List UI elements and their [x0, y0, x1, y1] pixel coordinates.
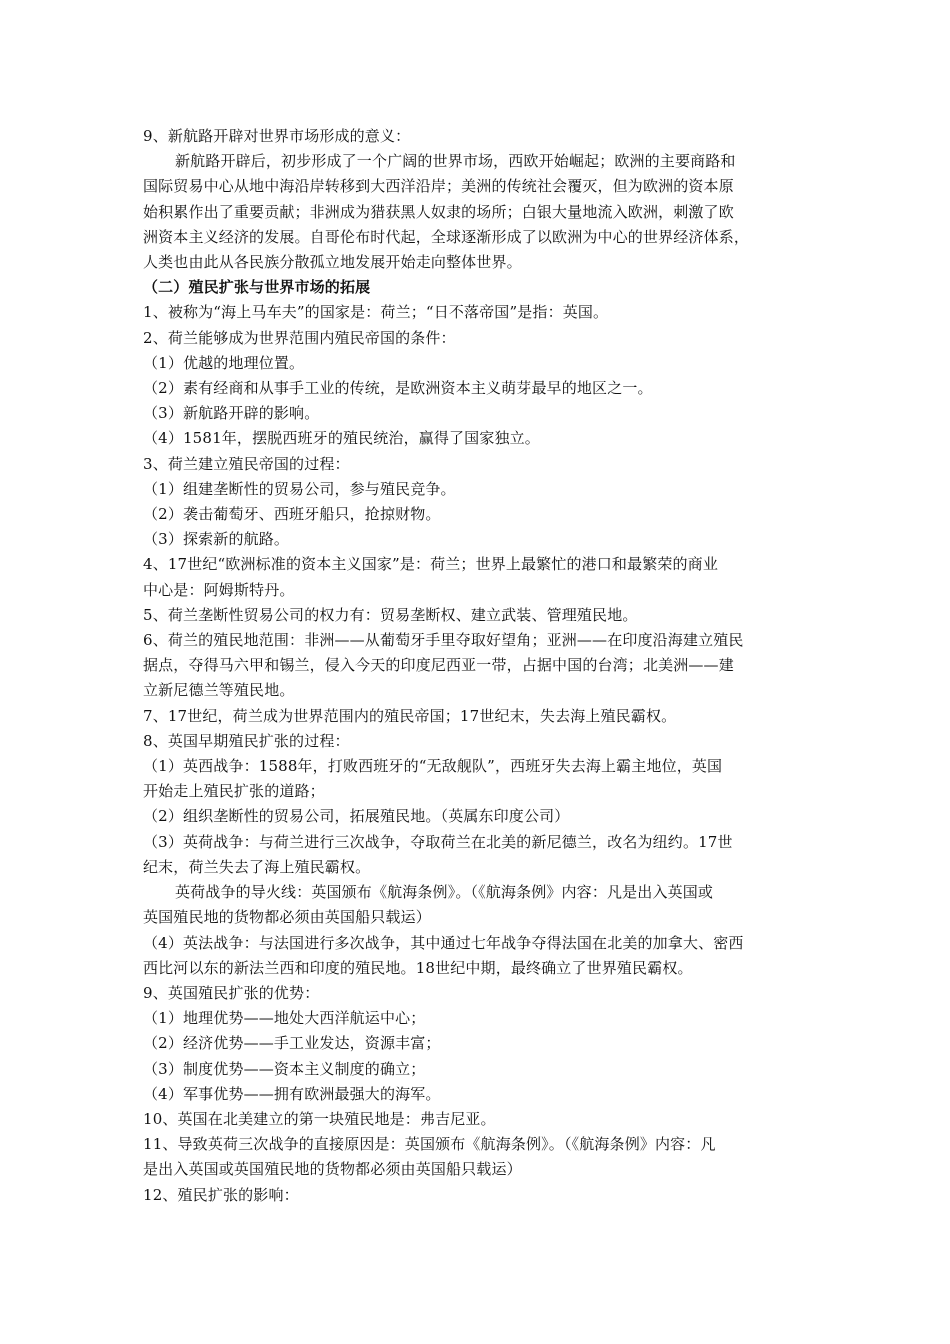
- text-line: 立新尼德兰等殖民地。: [143, 681, 295, 700]
- text-line: 4、17世纪“欧洲标准的资本主义国家”是：荷兰；世界上最繁忙的港口和最繁荣的商业: [143, 555, 718, 574]
- text-line: 新航路开辟后，初步形成了一个广阔的世界市场，西欧开始崛起；欧洲的主要商路和: [175, 152, 736, 171]
- text-line: （4）英法战争：与法国进行多次战争，其中通过七年战争夺得法国在北美的加拿大、密西: [143, 933, 744, 952]
- text-line: 11、导致英荷三次战争的直接原因是：英国颁布《航海条例》。（《航海条例》内容：凡: [143, 1135, 716, 1154]
- text-line: 6、荷兰的殖民地范围：非洲——从葡萄牙手里夺取好望角；亚洲——在印度沿海建立殖民: [143, 631, 744, 650]
- text-line: （2）组织垄断性的贸易公司，拓展殖民地。（英属东印度公司）: [143, 807, 570, 826]
- text-line: 国际贸易中心从地中海沿岸转移到大西洋沿岸；美洲的传统社会覆灭，但为欧洲的资本原: [143, 177, 734, 196]
- text-line: 开始走上殖民扩张的道路；: [143, 782, 325, 801]
- text-line: （4）军事优势——拥有欧洲最强大的海军。: [143, 1084, 441, 1103]
- text-line: 英国殖民地的货物都必须由英国船只载运）: [143, 908, 431, 927]
- text-line: 英荷战争的导火线：英国颁布《航海条例》。（《航海条例》内容：凡是出入英国或: [175, 883, 714, 902]
- text-line: 1、被称为“海上马车夫”的国家是：荷兰；“日不落帝国”是指：英国。: [143, 303, 609, 322]
- text-line: 12、殖民扩张的影响：: [143, 1185, 299, 1204]
- text-line: 10、英国在北美建立的第一块殖民地是：弗吉尼亚。: [143, 1109, 496, 1128]
- text-line: 人类也由此从各民族分散孤立地发展开始走向整体世界。: [143, 253, 522, 272]
- text-line: 洲资本主义经济的发展。自哥伦布时代起，全球逐渐形成了以欧洲为中心的世界经济体系，: [143, 227, 750, 246]
- text-line: （2）素有经商和从事手工业的传统，是欧洲资本主义萌芽最早的地区之一。: [143, 379, 653, 398]
- text-line: 是出入英国或英国殖民地的货物都必须由英国船只载运）: [143, 1160, 522, 1179]
- text-line: （4）1581年，摆脱西班牙的殖民统治，赢得了国家独立。: [143, 429, 540, 448]
- section-heading: （二）殖民扩张与世界市场的拓展: [143, 278, 371, 297]
- text-line: 据点，夺得马六甲和锡兰，侵入今天的印度尼西亚一带，占据中国的台湾；北美洲——建: [143, 656, 734, 675]
- text-line: 西比河以东的新法兰西和印度的殖民地。18世纪中期，最终确立了世界殖民霸权。: [143, 958, 693, 977]
- text-line: （3）探索新的航路。: [143, 530, 290, 549]
- text-line: 9、新航路开辟对世界市场形成的意义：: [143, 127, 411, 145]
- text-line: （2）经济优势——手工业发达，资源丰富；: [143, 1034, 441, 1053]
- text-line: 8、英国早期殖民扩张的过程：: [143, 731, 350, 750]
- text-line: 2、荷兰能够成为世界范围内殖民帝国的条件：: [143, 328, 456, 347]
- text-line: 纪末，荷兰失去了海上殖民霸权。: [143, 857, 371, 876]
- text-line: （3）制度优势——资本主义制度的确立；: [143, 1059, 426, 1078]
- text-line: （1）英西战争：1588年，打败西班牙的“无敌舰队”，西班牙失去海上霸主地位，英国: [143, 757, 723, 776]
- text-line: 7、17世纪，荷兰成为世界范围内的殖民帝国；17世纪末，失去海上殖民霸权。: [143, 706, 677, 725]
- text-line: 中心是：阿姆斯特丹。: [143, 580, 295, 599]
- text-line: （3）新航路开辟的影响。: [143, 404, 320, 423]
- text-line: （2）袭击葡萄牙、西班牙船只，抢掠财物。: [143, 505, 441, 524]
- text-line: 5、荷兰垄断性贸易公司的权力有：贸易垄断权、建立武装、管理殖民地。: [143, 605, 638, 624]
- text-line: （1）优越的地理位置。: [143, 353, 305, 372]
- text-line: 始积累作出了重要贡献；非洲成为猎获黑人奴隶的场所；白银大量地流入欧洲，刺激了欧: [143, 202, 734, 221]
- text-line: 3、荷兰建立殖民帝国的过程：: [143, 454, 350, 473]
- text-line: 9、英国殖民扩张的优势：: [143, 983, 320, 1002]
- text-line: （1）组建垄断性的贸易公司，参与殖民竞争。: [143, 479, 456, 498]
- text-line: （3）英荷战争：与荷兰进行三次战争，夺取荷兰在北美的新尼德兰，改名为纽约。17世: [143, 832, 733, 851]
- document-page: [143, 124, 811, 1208]
- text-line: （1）地理优势——地处大西洋航运中心；: [143, 1009, 426, 1028]
